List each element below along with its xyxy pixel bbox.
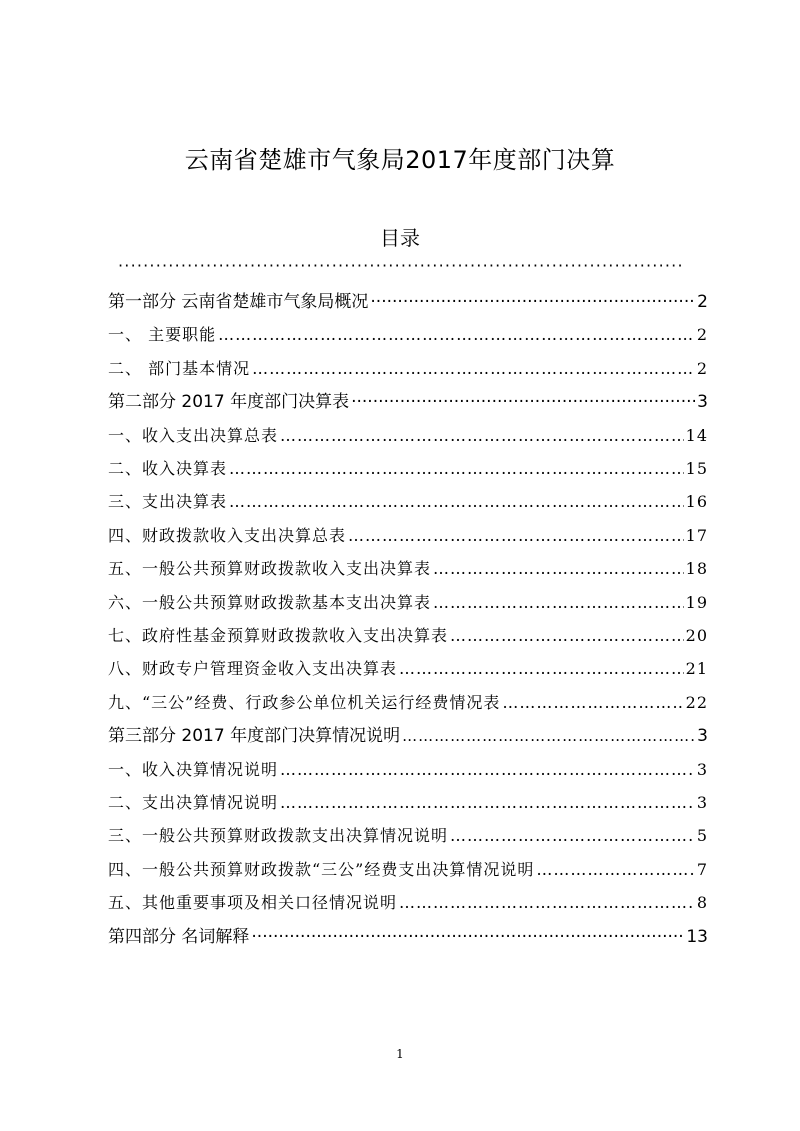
toc-leader-dots <box>450 620 684 652</box>
toc-entry-label: 一、 主要职能 <box>108 325 217 345</box>
toc-entry-label: 第一部分 云南省楚雄市气象局概况 <box>108 292 369 312</box>
toc-leader-dots <box>450 820 695 852</box>
toc-entry-page: 5 <box>696 826 708 846</box>
toc-entry-label: 二、收入决算表 <box>108 459 228 478</box>
toc-entry[interactable] <box>108 787 708 819</box>
toc-leader-dots <box>280 420 684 452</box>
toc-entry-page: 18 <box>685 559 708 579</box>
toc-leader-dots <box>399 887 695 919</box>
page-number: 1 <box>396 1047 404 1061</box>
toc-entry[interactable] <box>108 854 708 886</box>
toc-entry-label: 二、 部门基本情况 <box>108 358 251 378</box>
toc-entry[interactable] <box>108 620 708 652</box>
toc-entry-label: 七、政府性基金预算财政拨款收入支出决算表 <box>108 626 449 645</box>
toc-leader-dots <box>251 921 684 953</box>
toc-entry-page: 2 <box>696 325 708 345</box>
toc-entry[interactable] <box>108 820 708 852</box>
toc-entry-page: 17 <box>685 525 708 545</box>
toc-heading: 目录 <box>380 226 420 250</box>
toc-leader-dots <box>348 520 684 552</box>
toc-leader-dots <box>536 854 694 886</box>
toc-entry-label: 六、一般公共预算财政拨款基本支出决算表 <box>108 592 432 612</box>
toc-entry[interactable] <box>108 486 708 518</box>
toc-entry-page: 14 <box>685 425 708 445</box>
toc-entry-page: 8 <box>696 893 708 913</box>
toc-entry-label: 三、一般公共预算财政拨款支出决算情况说明 <box>108 826 449 846</box>
toc-entry-label: 八、财政专户管理资金收入支出决算表 <box>108 659 398 679</box>
toc-entry-page: 22 <box>685 692 708 712</box>
toc-entry[interactable] <box>108 887 708 919</box>
toc-entry[interactable] <box>108 520 708 552</box>
toc-entry-label: 第四部分 名词解释 <box>108 926 250 947</box>
toc-leader-dots <box>218 319 695 351</box>
toc-entry-page: 3 <box>697 726 708 747</box>
toc-entry[interactable] <box>108 653 708 685</box>
toc-entry-page: 3 <box>697 392 708 413</box>
toc-entry-page: 16 <box>685 492 708 512</box>
toc-leader-dots <box>399 653 684 685</box>
toc-entry-page: 21 <box>685 659 708 679</box>
toc-entry-label: 第三部分 2017 年度部门决算情况说明 <box>108 726 401 747</box>
toc-entry[interactable] <box>108 453 708 485</box>
toc-leader-dots <box>502 687 683 719</box>
toc-entry[interactable] <box>108 754 708 786</box>
toc-entry-label: 二、支出决算情况说明 <box>108 793 279 812</box>
toc-entry-page: 2 <box>696 358 708 378</box>
toc-leader-dots <box>402 720 695 752</box>
toc-entry-page: 13 <box>686 926 708 947</box>
toc-entry-page: 19 <box>685 592 708 612</box>
toc-leader-dots <box>351 386 695 418</box>
toc-entry-page: 7 <box>696 859 708 879</box>
toc-entry[interactable] <box>108 319 708 351</box>
toc-entry-label: 一、收入支出决算总表 <box>108 425 279 445</box>
toc-entry-page: 3 <box>696 759 708 779</box>
toc-entry[interactable] <box>108 921 708 953</box>
toc-entry[interactable] <box>108 286 708 318</box>
toc-leader-dots <box>370 286 695 318</box>
toc-entry[interactable] <box>108 386 708 418</box>
toc-entry[interactable] <box>108 353 708 385</box>
toc-entry-label: 第二部分 2017 年度部门决算表 <box>108 392 350 413</box>
toc-entry-label: 四、一般公共预算财政拨款“三公”经费支出决算情况说明 <box>108 859 535 879</box>
toc-entry[interactable] <box>108 720 708 752</box>
toc-entry-label: 一、收入决算情况说明 <box>108 759 279 779</box>
toc-entry-label: 三、支出决算表 <box>108 492 228 512</box>
toc-leader-dots <box>433 553 684 585</box>
document-title: 云南省楚雄市气象局2017年度部门决算 <box>184 146 616 174</box>
toc-leader-dots <box>433 587 684 619</box>
toc-entry-page: 20 <box>685 626 708 645</box>
toc-entry-label: 五、一般公共预算财政拨款收入支出决算表 <box>108 559 432 579</box>
toc-entry[interactable] <box>108 553 708 585</box>
toc-entry-page: 15 <box>685 459 708 478</box>
toc-entry-label: 九、“三公”经费、行政参公单位机关运行经费情况表 <box>108 692 501 712</box>
dotted-rule: ·························································································· <box>118 256 684 275</box>
toc-entry-label: 五、其他重要事项及相关口径情况说明 <box>108 893 398 913</box>
toc-entry-label: 四、财政拨款收入支出决算总表 <box>108 525 347 545</box>
toc-leader-dots <box>280 754 695 786</box>
toc-leader-dots <box>280 787 695 819</box>
toc-entry-page: 2 <box>697 292 708 312</box>
toc-leader-dots <box>229 453 684 485</box>
toc-entry[interactable] <box>108 687 708 719</box>
toc-leader-dots <box>252 353 695 385</box>
toc-entry[interactable] <box>108 587 708 619</box>
toc-entry-page: 3 <box>696 793 708 812</box>
toc-leader-dots <box>229 486 684 518</box>
toc-entry[interactable] <box>108 420 708 452</box>
